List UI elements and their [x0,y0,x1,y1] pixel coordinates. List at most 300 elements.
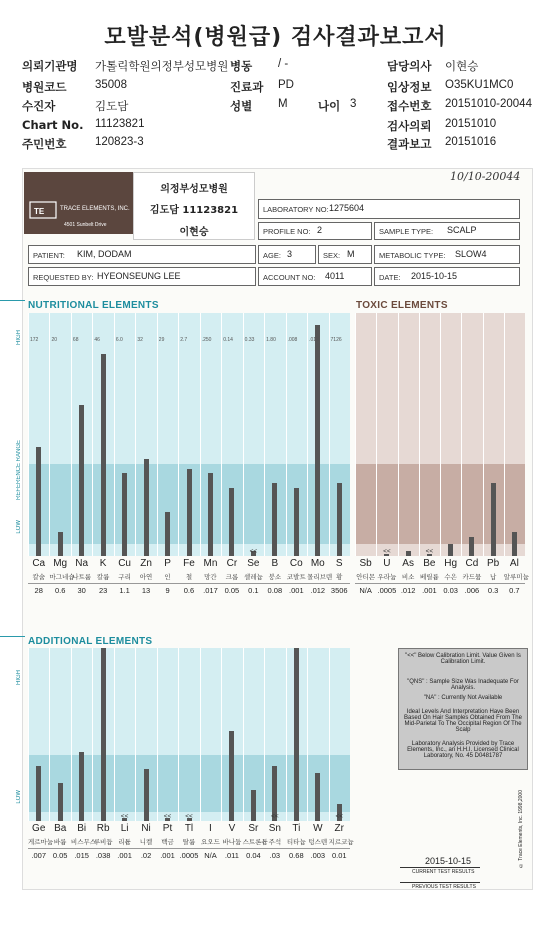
element-value: 0.1 [248,586,259,595]
element-symbol: Al [509,558,519,569]
bar-na [79,405,84,556]
element-symbol: Be [423,558,436,569]
sex-label: 성별 [230,99,253,113]
element-symbol: Mn [203,558,218,569]
profile-label: PROFILE NO: [263,227,311,236]
metabolic-box [374,245,520,264]
element-value: 0.7 [509,586,520,595]
svg-text:TE: TE [34,207,45,216]
element-value: 0.6 [183,586,195,595]
tick-high-label: 68 [72,337,79,343]
element-symbol: Ca [32,558,46,569]
institution-value: 가톨릭학원의정부성모병원 [95,61,229,73]
receipt-value: 20151010-20044 [445,98,532,110]
sheet-patient-value: KIM, DODAM [77,249,132,259]
element-korean-name: 크롬 [225,574,239,581]
element-value: 23 [98,586,108,595]
chart-column-rule [49,313,50,556]
doctor-label: 담당의사 [387,59,432,73]
tick-high-label: 172 [30,337,39,343]
element-korean-name: 우라늄 [377,574,397,581]
bar-mg [58,532,63,556]
sheet-sex-label: SEX: [323,251,341,260]
element-symbol: W [313,823,323,834]
note-lab-provider: Laboratory Analysis Provided by Trace Elements, Inc., an H.H.I. Licensed Clinical Laboratory, No. 45 D0481787 [407,741,519,759]
profile-value: 2 [317,225,323,235]
element-symbol: Ba [54,823,67,834]
element-value: 0.03 [443,586,458,595]
current-rule [400,867,480,868]
chart-column-rule [243,648,244,821]
element-korean-name: 철 [185,574,193,581]
high-label: HIGH [16,330,22,345]
element-korean-name: 납 [489,574,497,581]
element-symbol: Sb [359,558,372,569]
element-korean-name: 요오드 [201,839,220,846]
age-label: 나이 [318,99,341,113]
chart-column-rule [135,648,136,821]
bar-s [337,483,342,556]
note-ideal-levels: Ideal Levels And Interpretation Have Been Based On Hair Samples Obtained From The Mid-Parietal To The Occipital Region Of The Scalp [404,709,522,733]
element-value: .02 [140,851,152,860]
profile-box [258,222,372,240]
element-symbol: Tl [184,823,194,834]
sex-value: M [278,98,288,110]
element-symbol: Rb [96,823,110,834]
element-symbol: U [383,558,391,569]
element-value: .001 [289,586,304,595]
element-value: 0.3 [487,586,499,595]
values-row-rule [28,583,350,584]
element-symbol: Cr [226,558,238,569]
tick-high-label: .013 [309,337,319,343]
element-value: 1.1 [119,586,130,595]
element-korean-name: 나트륨 [72,574,92,581]
notes-panel [398,648,528,770]
chart-column-rule [28,648,29,821]
element-value: .003 [310,851,326,860]
chart-column-rule [114,313,115,556]
element-symbol: Ti [292,823,301,834]
element-value: .012 [400,586,416,595]
chart-column-rule [71,313,72,556]
element-value: 0.04 [246,851,261,860]
clinical-label: 임상정보 [387,80,432,94]
chart-column-rule [92,648,93,821]
date-box [374,267,520,286]
bar-cr [229,488,234,556]
element-value: .0005 [377,586,397,595]
bar-k [101,354,106,556]
additional-low-label: LOW [16,790,22,804]
reference-range-label: REFERENCE RANGE [16,440,22,501]
dept-value: PD [278,79,294,91]
logo-text: TRACE ELEMENTS, INC. [60,206,130,212]
chart-column-rule [355,313,356,556]
nutritional-title: NUTRITIONAL ELEMENTS [28,300,159,311]
element-korean-name: 수은 [444,574,457,581]
values-row-rule [28,848,350,849]
element-korean-name: 루비듐 [93,839,113,846]
bar-co [294,488,299,556]
chart-column-rule [200,313,201,556]
sheet-age-label: AGE: [263,251,281,260]
toxic-elements-chart [355,313,529,600]
element-symbol: Sn [268,823,281,834]
chart-column-rule [178,313,179,556]
element-korean-name: 비스무스 [70,839,97,846]
chart-column-rule [92,313,93,556]
tick-high-label: 0.14 [223,337,233,343]
sample-box [374,222,520,240]
bar-hg [448,544,453,556]
chart-column-rule [135,313,136,556]
lab-logo [24,172,134,234]
chart-column-rule [329,648,330,821]
element-value: 28 [34,586,43,595]
element-value: .007 [31,851,47,860]
hospital-code-value: 35008 [95,79,127,91]
chart-column-rule [376,313,377,556]
chart-column-rule [157,648,158,821]
element-value: .03 [269,851,281,860]
sheet-age-value: 3 [287,249,293,259]
institution-label: 의뢰기관명 [22,59,78,73]
below-limit-mark: << [271,813,279,820]
element-korean-name: 마그네슘 [49,574,75,581]
element-value: 3506 [330,586,348,595]
element-korean-name: 코발트 [286,574,306,581]
element-value: .017 [203,586,218,595]
note-na: "NA" : Currently Not Available [423,695,503,701]
chart-column-rule [200,648,201,821]
element-value: 0.68 [289,851,304,860]
clinical-value: O35KU1MC0 [445,79,514,91]
age-value: 3 [350,98,357,110]
element-value: 0.05 [52,851,68,860]
element-korean-name: 아연 [139,574,153,581]
chart-column-rule [307,648,308,821]
element-korean-name: 리튬 [118,839,131,846]
sticker-doctor: 이현승 [179,227,209,238]
bar-bi [79,752,84,821]
tick-high-label: 2.7 [180,337,188,343]
element-korean-name: 주석 [268,839,282,846]
account-label: ACCOUNT NO: [263,273,316,282]
element-value: 13 [141,586,151,595]
chart-column-rule [398,313,399,556]
element-symbol: Fe [183,558,195,569]
element-value: 0.05 [224,586,240,595]
below-limit-mark: << [383,548,391,555]
element-korean-name: 알루미늄 [503,574,529,581]
date-value: 2015-10-15 [411,271,458,281]
patient-value: 김도담 [95,101,129,113]
chart-column-rule [49,648,50,821]
element-value: N/A [359,586,372,595]
patient-label: 수진자 [22,99,56,113]
bar-p [165,512,170,556]
element-value: .012 [310,586,326,595]
sample-value: SCALP [447,225,477,235]
bar-cu [122,473,127,556]
chart-column-rule [329,313,330,556]
additional-title: ADDITIONAL ELEMENTS [28,636,153,647]
nutritional-rule [0,300,25,301]
bar-cd [469,537,474,556]
below-limit-mark: << [185,813,193,820]
element-korean-name: 백금 [161,839,174,846]
chart-column-rule [178,648,179,821]
request-label: 검사의뢰 [387,119,432,133]
below-limit-mark: << [249,548,258,555]
element-value: 0.6 [54,586,66,595]
element-symbol: Li [120,823,129,834]
element-symbol: Hg [444,558,458,569]
nutritional-elements-chart [28,313,350,600]
element-value: 0.08 [267,586,283,595]
bar-w [315,773,320,821]
element-value: .011 [224,851,239,860]
receipt-label: 접수번호 [387,99,432,113]
tick-high-label: .008 [287,337,298,343]
previous-test-label: PREVIOUS TEST RESULTS [412,884,476,890]
chart-column-rule [221,313,222,556]
chart-column-rule [461,313,462,556]
tick-high-label: 0.33 [244,337,255,343]
element-korean-name: 안티몬 [356,574,376,581]
chart-column-rule [28,313,29,556]
bar-mn [208,473,213,556]
reference-band [28,755,350,812]
chart-column-rule [221,648,222,821]
element-korean-name: 망간 [204,574,217,581]
element-symbol: Pb [487,558,500,569]
below-limit-mark: << [163,813,172,820]
note-qns: "QNS" : Sample Size Was Inadequate For Analysis. [407,679,519,691]
element-korean-name: 지르코늄 [328,839,354,846]
element-symbol: Ge [32,823,46,834]
element-symbol: V [228,823,236,834]
element-korean-name: 붕소 [268,574,282,581]
previous-rule [400,882,480,883]
element-symbol: Zr [334,823,344,834]
bar-zn [144,459,149,556]
chart-label: Chart No. [22,118,84,132]
element-symbol: Mo [310,558,325,569]
chart-column-rule [286,313,287,556]
below-limit-mark: << [425,548,434,555]
element-symbol: I [209,823,212,834]
handwritten-receipt: 10/10-20044 [450,170,521,183]
bar-ti [294,648,299,821]
requested-box [28,267,256,286]
rrn-label: 주민번호 [22,137,67,151]
sticker-hospital: 의정부성모병원 [160,184,228,195]
element-korean-name: 칼슘 [32,574,45,581]
low-label: LOW [16,520,22,534]
element-korean-name: 게르마늄 [28,839,54,846]
bar-ge [36,766,41,821]
metabolic-value: SLOW4 [455,249,487,259]
bar-sr [251,790,256,821]
element-korean-name: 몰리브덴 [307,574,333,581]
report-title: 모발분석(병원급) 검사결과보고서 [104,25,447,50]
chart-column-rule [114,648,115,821]
element-korean-name: 인 [164,574,171,581]
bar-ca [36,447,41,556]
element-korean-name: 바나듐 [222,839,242,846]
specimen-sticker [133,172,255,240]
element-value: N/A [204,851,217,860]
bar-b [272,483,277,556]
tick-high-label: 29 [158,337,165,343]
chart-column-rule [264,313,265,556]
element-symbol: As [402,558,414,569]
date-label: DATE: [379,273,401,282]
values-row-rule [355,583,525,584]
requested-label: REQUESTED BY: [33,273,94,282]
lab-no-label: LABORATORY NO: [263,205,329,214]
chart-value: 11123821 [95,118,145,130]
element-korean-name: 카드뮴 [462,574,482,581]
element-symbol: K [99,558,107,569]
element-korean-name: 스트론튬 [242,839,268,846]
element-value: .001 [160,851,175,860]
current-test-label: CURRENT TEST RESULTS [412,869,475,875]
bar-al [512,532,517,556]
lab-no-value: 1275604 [329,203,365,213]
element-korean-name: 탈륨 [182,839,196,846]
bar-fe [187,469,192,556]
ward-label: 병동 [230,59,253,73]
element-symbol: Cu [118,558,131,569]
chart-column-rule [264,648,265,821]
dept-label: 진료과 [230,80,264,94]
chart-column-rule [440,313,441,556]
doctor-value: 이현승 [445,61,479,73]
element-symbol: Bi [77,823,87,834]
account-box [258,267,372,286]
additional-elements-chart [28,648,354,865]
toxic-title: TOXIC ELEMENTS [356,300,448,311]
chart-column-rule [286,648,287,821]
additional-high-label: HIGH [16,670,22,685]
bar-ba [58,783,63,821]
tick-high-label: 46 [94,337,100,343]
bar-as [406,551,411,556]
sheet-patient-label: PATIENT: [33,251,65,260]
element-value: 0.01 [331,851,347,860]
patient-box [28,245,256,264]
sex-box [318,245,372,264]
below-limit-mark: << [120,813,129,820]
below-limit-mark: << [335,813,344,820]
bar-ni [144,769,149,821]
sample-label: SAMPLE TYPE: [379,227,434,236]
element-korean-name: 칼륨 [96,574,110,581]
tick-high-label: .250 [201,337,212,343]
element-symbol: Pt [162,823,173,834]
bar-mo [315,325,320,556]
element-symbol: Na [75,558,89,569]
element-symbol: P [164,558,171,569]
element-value: 30 [77,586,86,595]
element-symbol: Cd [465,558,479,569]
element-symbol: Co [289,558,303,569]
chart-column-rule [157,313,158,556]
sheet-sex-value: M [347,249,355,259]
element-symbol: Mg [53,558,68,569]
age-box [258,245,316,264]
element-value: .0005 [179,851,199,860]
chart-column-rule [483,313,484,556]
chart-column-rule [504,313,505,556]
element-korean-name: 바륨 [53,839,67,846]
current-test-date: 2015-10-15 [425,856,472,866]
lab-no-box [258,199,520,219]
chart-column-rule [307,313,308,556]
element-symbol: Zn [140,558,152,569]
tick-high-label: 7126 [330,337,342,343]
copyright-text: © Trace Elements, Inc. 1998,2000 [518,790,524,868]
account-value: 4011 [325,271,345,281]
logo-address: 4501 Sunbelt Drive [64,222,107,228]
note-below-limit: "<<" Below Calibration Limit. Value Given Is Calibration Limit. [405,653,521,665]
metabolic-label: METABOLIC TYPE: [379,251,446,260]
element-korean-name: 베릴륨 [419,574,439,581]
element-symbol: Se [247,558,260,569]
element-korean-name: 티타늄 [286,839,306,846]
element-symbol: S [335,558,343,569]
hospital-code-label: 병원코드 [22,80,67,94]
chart-column-rule [71,648,72,821]
element-korean-name: 텅스텐 [308,839,328,846]
requested-value: HYEONSEUNG LEE [97,271,181,281]
ward-value: / - [278,58,289,70]
result-value: 20151016 [445,136,497,148]
tick-high-label: 6.0 [115,337,123,343]
tick-high-label: 32 [137,337,143,343]
tick-high-label: 1.80 [266,337,276,343]
rrn-value: 120823-3 [95,136,144,148]
element-korean-name: 비소 [401,574,415,581]
element-korean-name: 구리 [118,574,131,581]
element-symbol: Ni [141,823,151,834]
element-korean-name: 황 [336,574,343,581]
additional-rule [0,636,25,637]
bar-pb [491,483,496,556]
element-symbol: Sr [248,823,259,834]
element-value: 9 [165,586,170,595]
element-value: .038 [95,851,111,860]
element-value: .015 [74,851,89,860]
bar-rb [101,648,106,821]
element-value: .001 [117,851,132,860]
element-value: .006 [464,586,480,595]
result-label: 결과보고 [387,137,432,151]
tick-high-label: 20 [51,337,58,343]
bar-v [229,731,234,821]
chart-column-rule [243,313,244,556]
element-korean-name: 니켈 [139,839,153,846]
element-value: .001 [422,586,437,595]
chart-column-rule [419,313,420,556]
element-symbol: B [271,558,279,569]
sticker-patient: 김도담 11123821 [149,205,239,216]
request-value: 20151010 [445,118,497,130]
element-korean-name: 셀레늄 [243,574,263,581]
